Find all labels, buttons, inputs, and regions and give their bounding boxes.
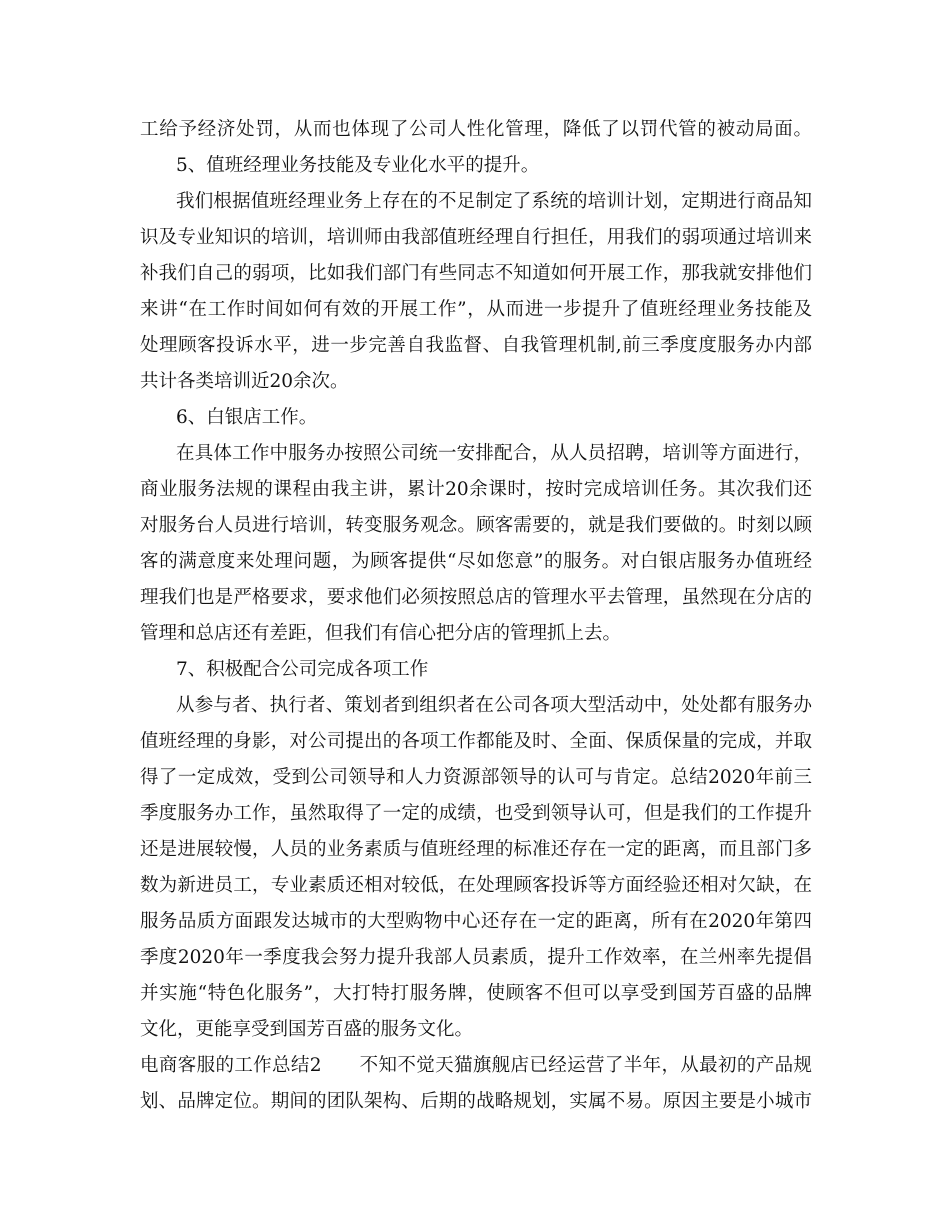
- paragraph-line: 服务品质方面跟发达城市的大型购物中心还存在一定的距离，所有在2020年第四: [140, 911, 812, 932]
- paragraph-line: 补我们自己的弱项，比如我们部门有些同志不知道如何开展工作，那我就安排他们: [140, 263, 812, 284]
- paragraph-line: 电商客服的工作总结2 不知不觉天猫旗舰店已经运营了半年，从最初的产品规: [140, 1055, 812, 1076]
- paragraph-line: 并实施“特色化服务”，大打特打服务牌，使顾客不但可以享受到国芳百盛的品牌: [140, 983, 812, 1004]
- paragraph-line: 共计各类培训近20余次。: [140, 371, 349, 392]
- paragraph-line: 理我们也是严格要求，要求他们必须按照总店的管理水平去管理，虽然现在分店的: [140, 587, 812, 608]
- paragraph-line: 客的满意度来处理问题，为顾客提供“尽如您意”的服务。对白银店服务办值班经: [140, 551, 812, 572]
- paragraph-line: 识及专业知识的培训，培训师由我部值班经理自行担任，用我们的弱项通过培训来: [140, 227, 812, 248]
- paragraph-line: 文化，更能享受到国芳百盛的服务文化。: [140, 1019, 474, 1040]
- section-heading: 5、值班经理业务技能及专业化水平的提升。: [176, 155, 540, 176]
- paragraph-line: 还是进展较慢，人员的业务素质与值班经理的标准还存在一定的距离，而且部门多: [140, 839, 812, 860]
- paragraph-line: 工给予经济处罚，从而也体现了公司人性化管理，降低了以罚代管的被动局面。: [140, 119, 812, 140]
- paragraph-line: 来讲“在工作时间如何有效的开展工作”，从而进一步提升了值班经理业务技能及: [140, 299, 812, 320]
- paragraph-line: 季度2020年一季度我会努力提升我部人员素质，提升工作效率，在兰州率先提倡: [140, 947, 812, 968]
- paragraph-line: 商业服务法规的课程由我主讲，累计20余课时，按时完成培训任务。其次我们还: [140, 479, 812, 500]
- paragraph-line: 划、品牌定位。期间的团队架构、后期的战略规划，实属不易。原因主要是小城市: [140, 1091, 812, 1112]
- section-heading: 7、积极配合公司完成各项工作: [176, 659, 429, 680]
- section-heading: 6、白银店工作。: [176, 407, 318, 428]
- paragraph-line: 我们根据值班经理业务上存在的不足制定了系统的培训计划，定期进行商品知: [176, 191, 812, 212]
- paragraph-line: 管理和总店还有差距，但我们有信心把分店的管理抓上去。: [140, 623, 622, 644]
- paragraph-line: 在具体工作中服务办按照公司统一安排配合，从人员招聘，培训等方面进行，: [176, 443, 812, 464]
- paragraph-line: 处理顾客投诉水平，进一步完善自我监督、自我管理机制,前三季度度服务办内部: [140, 335, 812, 356]
- paragraph-line: 值班经理的身影，对公司提出的各项工作都能及时、全面、保质保量的完成，并取: [140, 731, 812, 752]
- paragraph-line: 从参与者、执行者、策划者到组织者在公司各项大型活动中，处处都有服务办: [176, 695, 812, 716]
- paragraph-line: 得了一定成效，受到公司领导和人力资源部领导的认可与肯定。总结2020年前三: [140, 767, 812, 788]
- paragraph-line: 数为新进员工，专业素质还相对较低，在处理顾客投诉等方面经验还相对欠缺，在: [140, 875, 812, 896]
- paragraph-line: 季度服务办工作，虽然取得了一定的成绩，也受到领导认可，但是我们的工作提升: [140, 803, 812, 824]
- paragraph-line: 对服务台人员进行培训，转变服务观念。顾客需要的，就是我们要做的。时刻以顾: [140, 515, 812, 536]
